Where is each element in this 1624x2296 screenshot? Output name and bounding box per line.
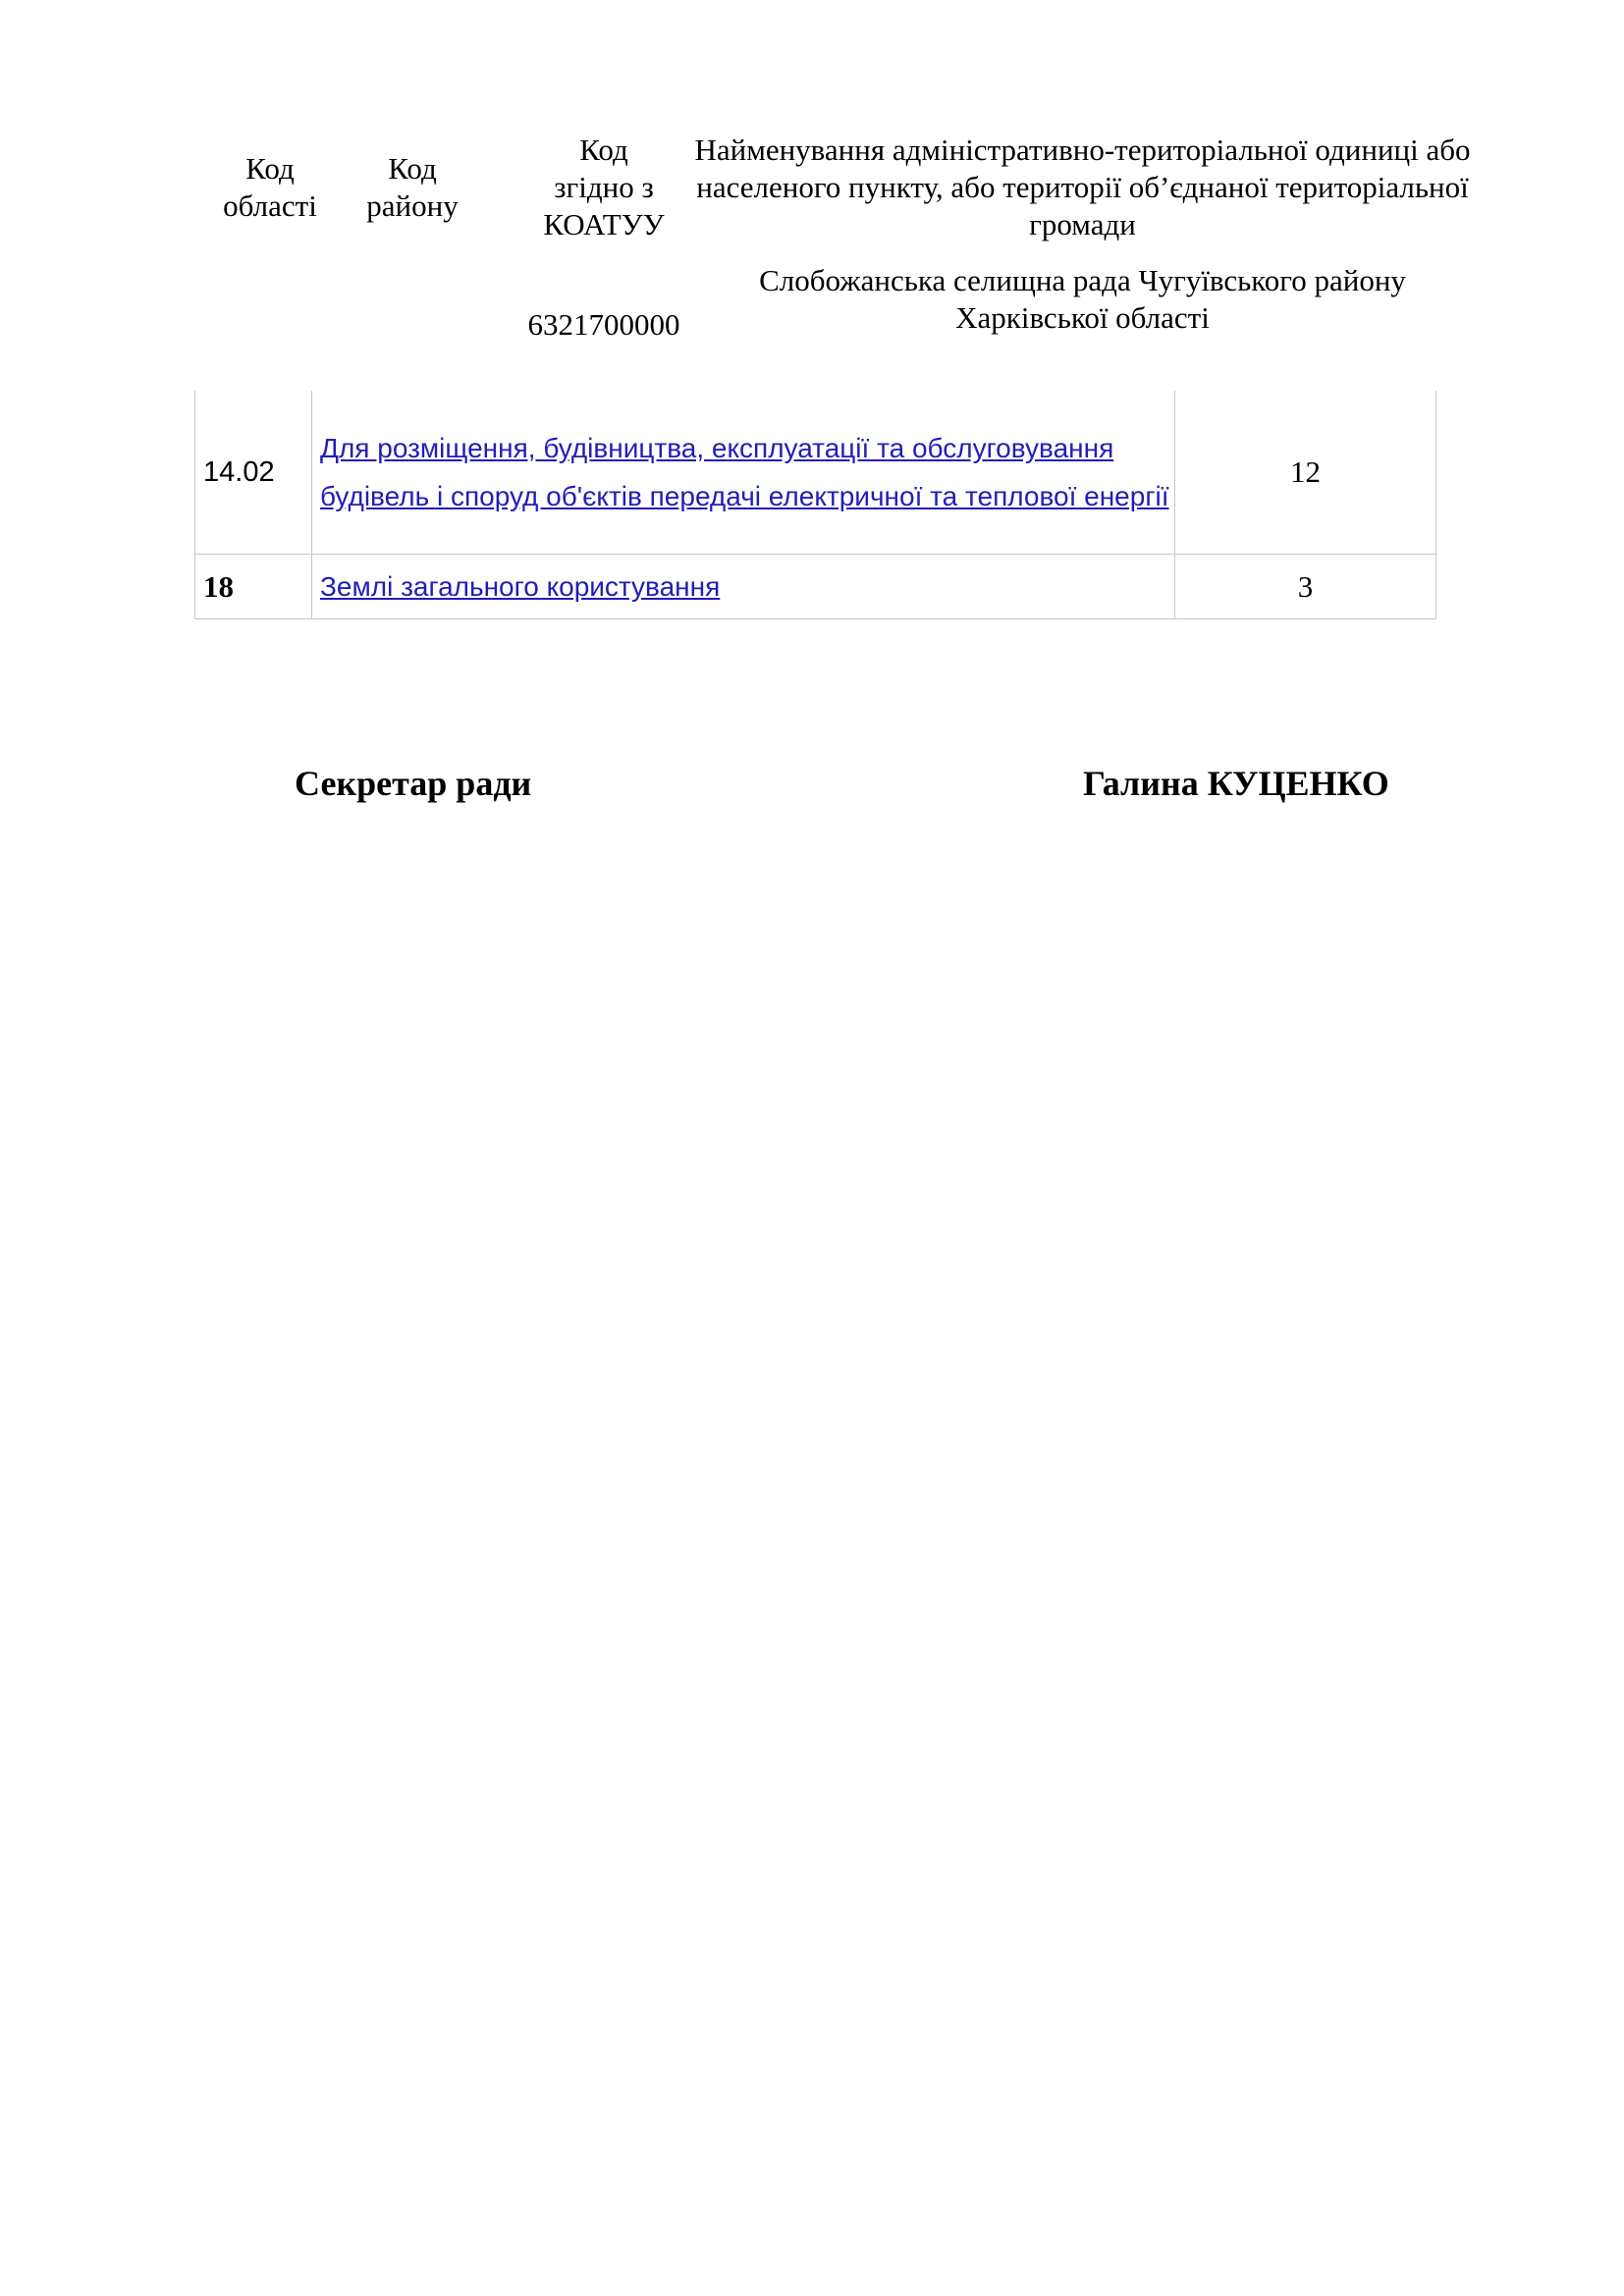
table-row [195,555,1436,619]
header-oblast-code: Код області [223,151,317,223]
row-code: 14.02 [195,391,312,555]
header-koatuu-code: Код згідно з КОАТУУ [543,133,665,241]
row-value: 3 [1175,555,1436,619]
land-purpose-table [194,391,1436,619]
header-rayon-code: Код району [366,151,459,223]
row-description-cell [312,555,1175,619]
row-code: 18 [195,555,312,619]
koatuu-value: 6321700000 [527,307,680,342]
row-description-link[interactable]: Землі загального користування [320,571,721,602]
row-value: 12 [1175,391,1436,555]
unit-name-value: Слобожанська селищна рада Чугуївського району Харківської області [759,263,1406,335]
row-description-link[interactable]: Для розміщення, будівництва, експлуатації та обслуговування будівель і споруд об'єктів передачі електричної та теплової енергії [320,433,1169,511]
table-row [195,391,1436,555]
header-unit-name: Найменування адміністративно-територіальної одиниці або населеного пункту, або території об’єднаної територіальної громади [694,133,1471,241]
signature-title: Секретар ради [295,764,532,803]
signature-name: Галина КУЦЕНКО [1083,764,1389,803]
row-description-cell [312,391,1175,555]
